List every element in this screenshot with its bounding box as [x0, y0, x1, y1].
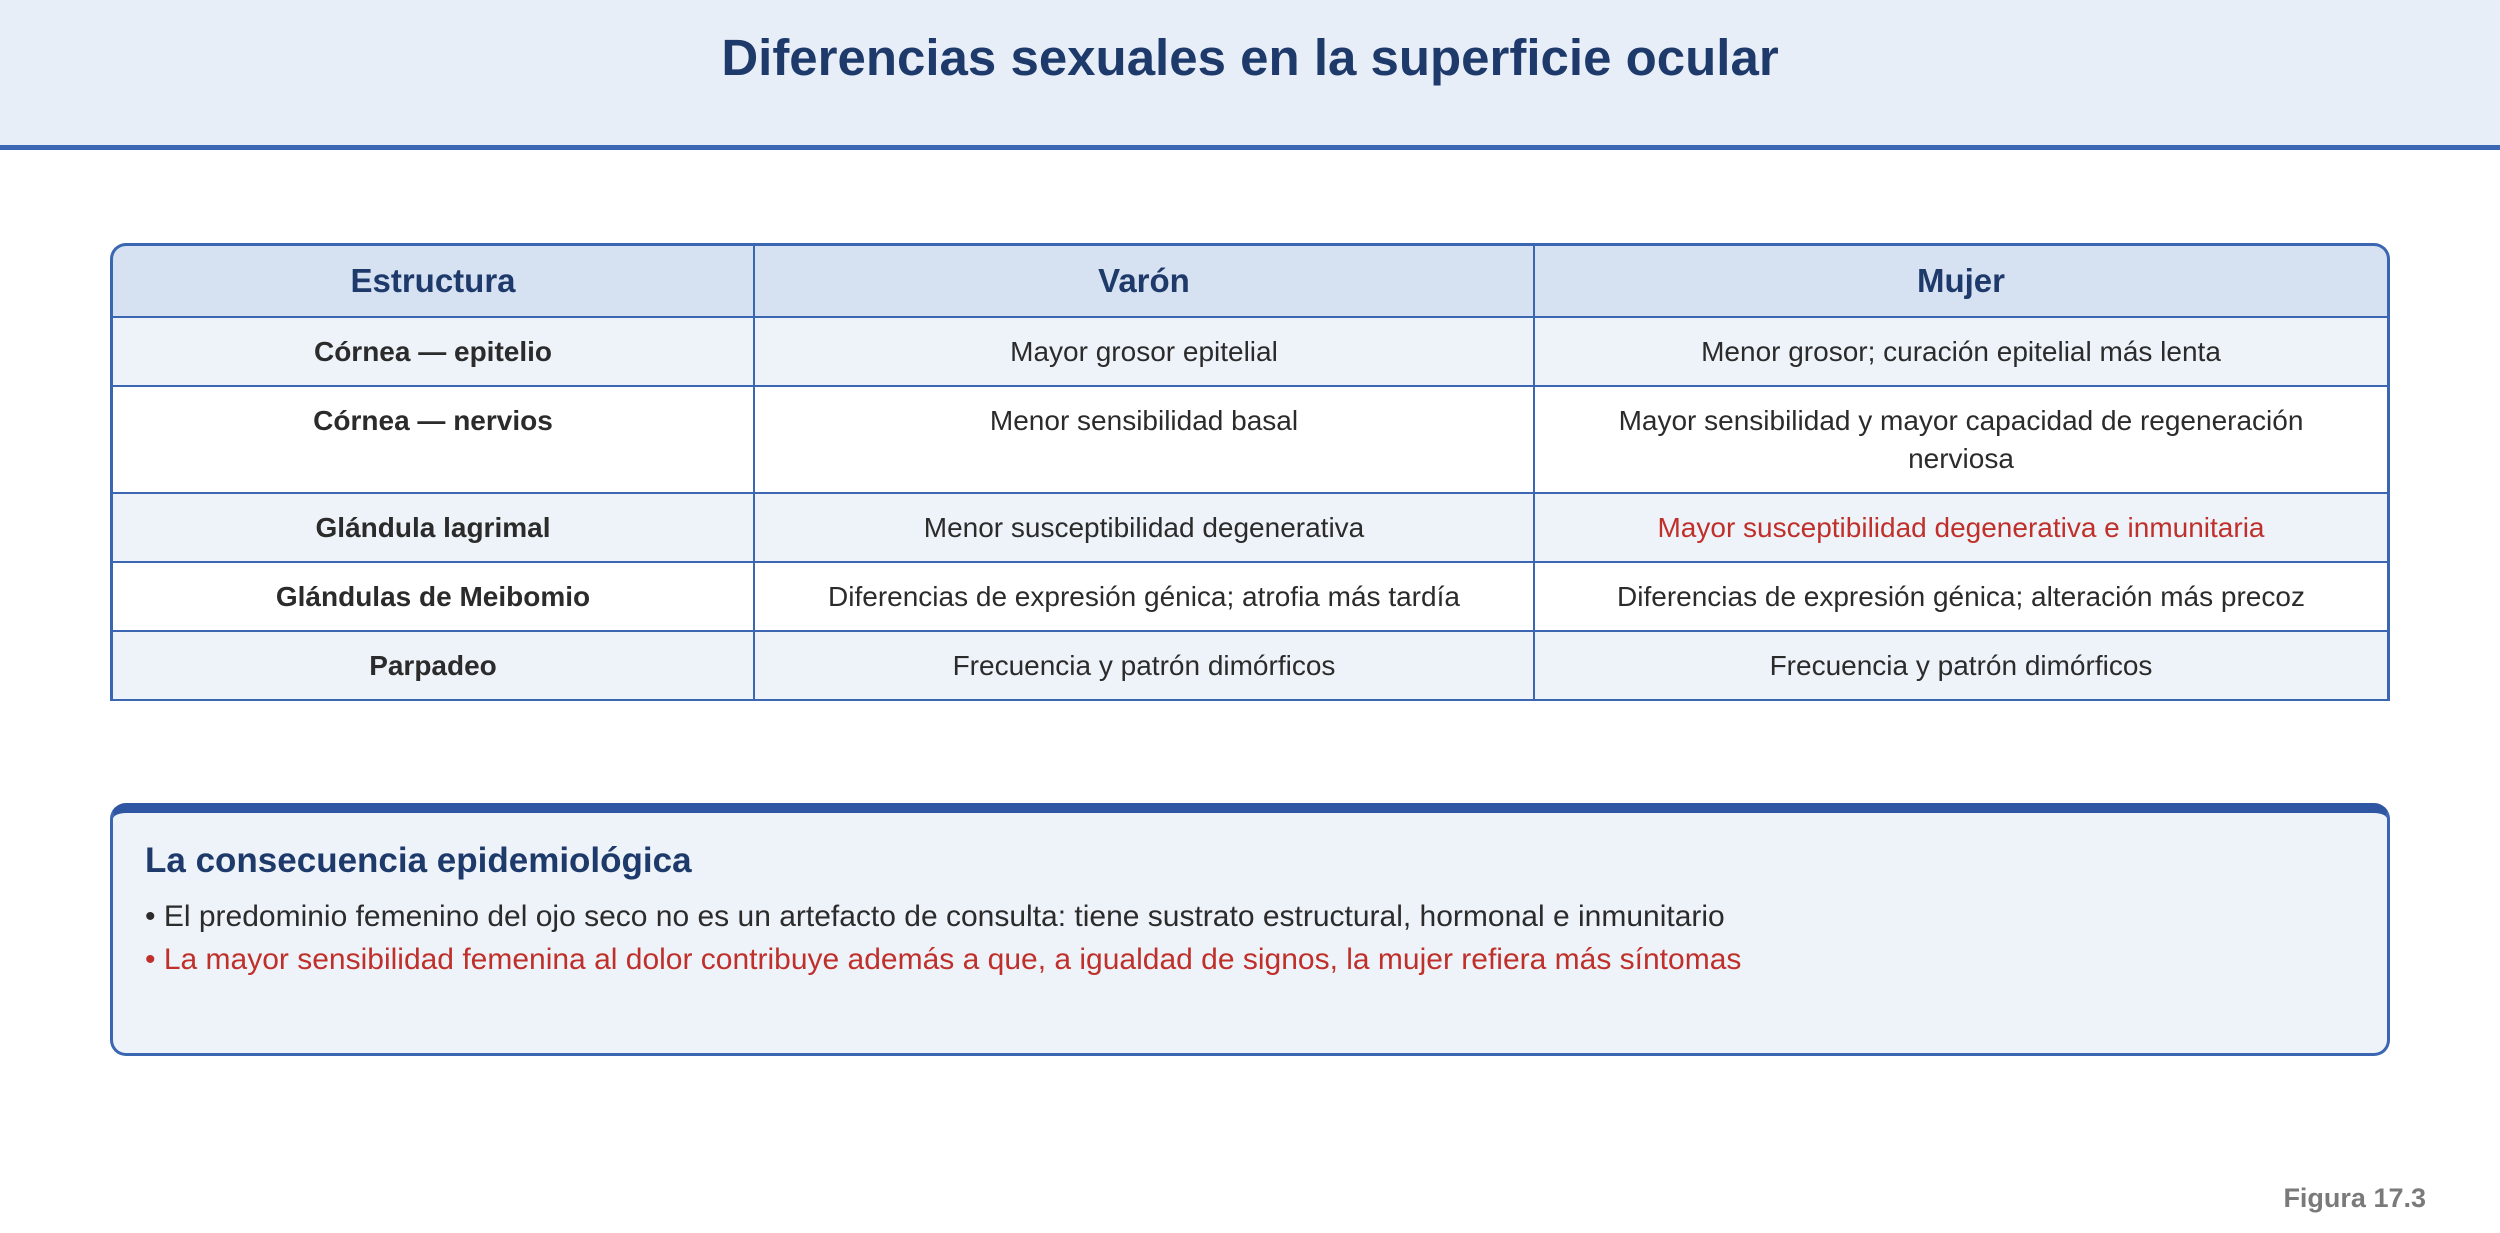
- cell-male: Mayor grosor epitelial: [755, 318, 1535, 387]
- cell-structure: Córnea — epitelio: [110, 318, 755, 387]
- cell-male: Diferencias de expresión génica; atrofia más tardía: [755, 563, 1535, 632]
- note-title: La consecuencia epidemiológica: [145, 841, 692, 880]
- header-varon: Varón: [755, 243, 1535, 318]
- title-banner: [0, 0, 2500, 150]
- cell-structure: Glándulas de Meibomio: [110, 563, 755, 632]
- cell-structure: Glándula lagrimal: [110, 494, 755, 563]
- cell-female: Mayor sensibilidad y mayor capacidad de regeneración nerviosa: [1535, 387, 2390, 494]
- note-bullet: • El predominio femenino del ojo seco no es un artefacto de consulta: tiene sustrato estructural, hormonal e inmunitario: [145, 900, 1725, 933]
- page-title: Diferencias sexuales en la superficie ocular: [721, 29, 1779, 86]
- cell-female: Frecuencia y patrón dimórficos: [1535, 632, 2390, 701]
- cell-male: Frecuencia y patrón dimórficos: [755, 632, 1535, 701]
- cell-male: Menor susceptibilidad degenerativa: [755, 494, 1535, 563]
- cell-female: Diferencias de expresión génica; alteración más precoz: [1535, 563, 2390, 632]
- table-row: [110, 563, 2390, 632]
- figure-label: Figura 17.3: [2283, 1183, 2426, 1213]
- cell-structure: Parpadeo: [110, 632, 755, 701]
- table-row: [110, 318, 2390, 387]
- table-row: [110, 387, 2390, 494]
- cell-female-highlight: Mayor susceptibilidad degenerativa e inmunitaria: [1535, 494, 2390, 563]
- header-estructura: Estructura: [110, 243, 755, 318]
- cell-structure: Córnea — nervios: [110, 387, 755, 494]
- comparison-table-container: [110, 243, 2390, 701]
- cell-male: Menor sensibilidad basal: [755, 387, 1535, 494]
- note-bullet-highlight: • La mayor sensibilidad femenina al dolor contribuye además a que, a igualdad de signos, la mujer refiera más síntomas: [145, 943, 1742, 976]
- header-mujer: Mujer: [1535, 243, 2390, 318]
- table-row: [110, 632, 2390, 701]
- cell-female: Menor grosor; curación epitelial más lenta: [1535, 318, 2390, 387]
- table-row: [110, 494, 2390, 563]
- table-header-row: [110, 243, 2390, 318]
- epidemiology-note-box: [110, 803, 2390, 1056]
- comparison-table: [110, 243, 2390, 701]
